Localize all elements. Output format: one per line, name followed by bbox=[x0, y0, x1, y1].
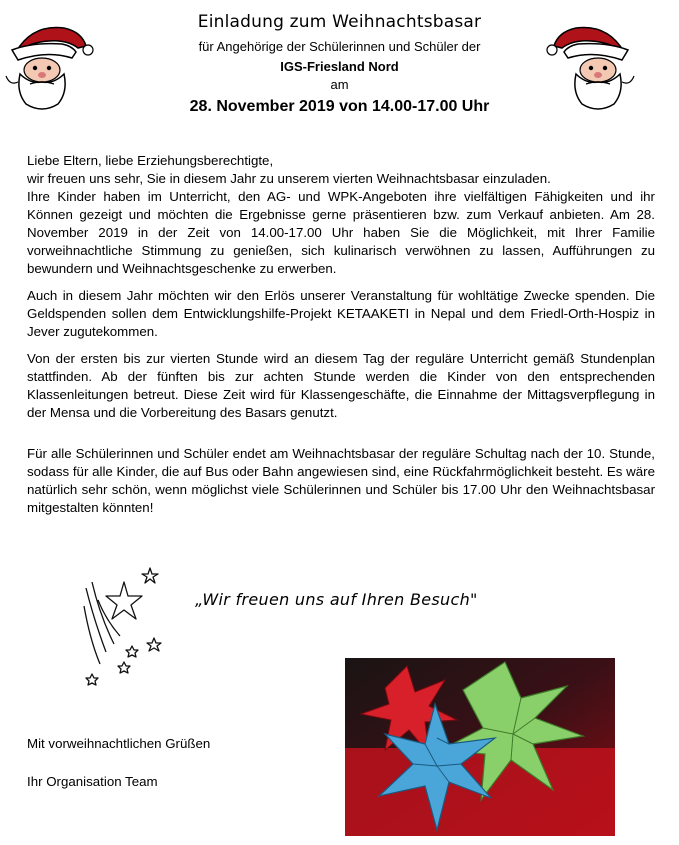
invitation-header bbox=[0, 8, 679, 116]
paper-stars-photo bbox=[345, 658, 615, 836]
school-name: IGS-Friesland Nord bbox=[280, 59, 399, 74]
invitation-title: Einladung zum Weihnachtsbasar bbox=[197, 12, 482, 32]
intro-text: Ihre Kinder haben im Unterricht, den AG- und WPK-Angeboten ihre vielfältigen Fähigkeiten und ihr Können gezeigt und möchten die Ergebnisse gerne präsentieren bzw. zum Verkauf anbieten. Am 28. November 2019 in der Zeit von 14.00-17.00 Uhr haben Sie die Möglichkeit, mit Ihrer Familie vorweihnachtliche Stimmung zu genießen, sich kulinarisch verwöhnen zu lassen, Aufführungen zu bewundern und Weihnachtsgeschenke zu erwerben. bbox=[27, 189, 655, 276]
shooting-stars-icon bbox=[80, 560, 180, 700]
paragraph-schedule: Von der ersten bis zur vierten Stunde wird an diesem Tag der reguläre Unterricht gemäß Stundenplan stattfinden. Ab der fünften bis zur achten Stunde werden die Kinder von den entsprechenden Klassenleitungen betreut. Diese Zeit wird für Klassengeschäfte, die Einnahme der Mittagsverpflegung in der Mensa und die Vorbereitung des Basars genutzt. bbox=[27, 351, 655, 420]
paragraph-end-of-day: Für alle Schülerinnen und Schüler endet am Weihnachtsbasar der reguläre Schultag nach der 10. Stunde, sodass für alle Kinder, die auf Bus oder Bahn angewiesen sind, eine Rückfahrmöglichkeit besteht. Es wäre natürlich sehr schön, wenn möglichst viele Schülerinnen und Schüler bis 17.00 Uhr den Weihnachtsbasar mitgestalten könnten! bbox=[27, 446, 655, 515]
audience-line: für Angehörige der Schülerinnen und Schüler der bbox=[198, 39, 481, 54]
paragraph-intro bbox=[27, 152, 655, 278]
paragraph-donations: Auch in diesem Jahr möchten wir den Erlös unserer Veranstaltung für wohltätige Zwecke spenden. Die Geldspenden sollen dem Entwicklungshilfe-Projekt KETAAKETI in Nepal und dem Friedl-Orth-Hospiz in Jever zugutekommen. bbox=[27, 288, 655, 339]
event-date: 28. November 2019 von 14.00-17.00 Uhr bbox=[189, 98, 490, 115]
closing-signature: Ihr Organisation Team bbox=[27, 774, 158, 789]
am-line: am bbox=[330, 77, 349, 92]
closing-greeting: Mit vorweihnachtlichen Grüßen bbox=[27, 736, 211, 751]
intro-line: wir freuen uns sehr, Sie in diesem Jahr zu unserem vierten Weihnachtsbasar einzuladen. bbox=[27, 171, 551, 186]
letter-body bbox=[27, 152, 655, 526]
salutation: Liebe Eltern, liebe Erziehungsberechtigte, bbox=[27, 153, 274, 168]
closing-quote: „Wir freuen uns auf Ihren Besuch" bbox=[195, 590, 478, 609]
